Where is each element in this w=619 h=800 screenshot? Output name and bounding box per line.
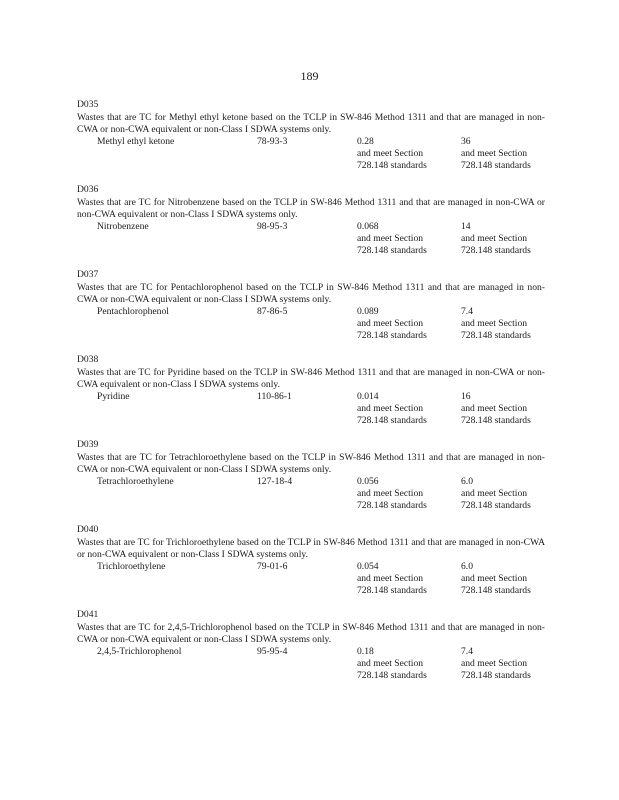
treatment-standard-row (77, 306, 547, 342)
wastewater-note-2: 728.148 standards (357, 585, 427, 596)
waste-description: Wastes that are TC for 2,4,5-Trichlorophenol based on the TCLP in SW-846 Method 1311 and that are managed in non-CWA or non-CWA equivalent or non-Class I SDWA systems only. (77, 622, 545, 645)
nonwastewater-note-2: 728.148 standards (461, 415, 531, 426)
wastewater-value: 0.056 (357, 476, 379, 487)
nonwastewater-note-1: and meet Section (461, 148, 528, 159)
treatment-standard-row (77, 391, 547, 427)
nonwastewater-standard (461, 306, 531, 342)
wastewater-standard (357, 646, 427, 682)
waste-code: D036 (77, 184, 99, 195)
nonwastewater-note-2: 728.148 standards (461, 160, 531, 171)
nonwastewater-value: 36 (461, 136, 471, 147)
nonwastewater-value: 7.4 (461, 646, 473, 657)
waste-code: D040 (77, 524, 99, 535)
waste-entry-d039 (77, 439, 547, 512)
nonwastewater-standard (461, 646, 531, 682)
nonwastewater-note-1: and meet Section (461, 403, 528, 414)
treatment-standard-row (77, 561, 547, 597)
waste-code: D038 (77, 354, 99, 365)
cas-number: 95-95-4 (257, 646, 288, 657)
wastewater-note-1: and meet Section (357, 403, 424, 414)
wastewater-standard (357, 476, 427, 512)
waste-description: Wastes that are TC for Tetrachloroethylene based on the TCLP in SW-846 Method 1311 and that are managed in non-CWA or non-CWA equivalent or non-Class I SDWA systems only. (77, 452, 545, 475)
wastewater-value: 0.014 (357, 391, 379, 402)
wastewater-note-1: and meet Section (357, 233, 424, 244)
wastewater-value: 0.089 (357, 306, 379, 317)
waste-entry-d041 (77, 609, 547, 682)
waste-entry-d036 (77, 184, 547, 257)
wastewater-note-2: 728.148 standards (357, 500, 427, 511)
constituent-name: Tetrachloroethylene (97, 476, 174, 487)
nonwastewater-note-2: 728.148 standards (461, 245, 531, 256)
wastewater-note-2: 728.148 standards (357, 415, 427, 426)
nonwastewater-standard (461, 136, 531, 172)
waste-entry-d037 (77, 269, 547, 342)
waste-description: Wastes that are TC for Pentachlorophenol based on the TCLP in SW-846 Method 1311 and that are managed in non-CWA or non-CWA equivalent or non-Class I SDWA systems only. (77, 282, 545, 305)
nonwastewater-value: 6.0 (461, 561, 473, 572)
wastewater-note-2: 728.148 standards (357, 245, 427, 256)
treatment-standard-row (77, 476, 547, 512)
constituent-name: Trichloroethylene (97, 561, 166, 572)
constituent-name: Pentachlorophenol (97, 306, 169, 317)
wastewater-value: 0.054 (357, 561, 379, 572)
wastewater-value: 0.068 (357, 221, 379, 232)
cas-number: 110-86-1 (257, 391, 292, 402)
waste-entry-d035 (77, 99, 547, 172)
nonwastewater-standard (461, 391, 531, 427)
nonwastewater-note-2: 728.148 standards (461, 670, 531, 681)
wastewater-note-1: and meet Section (357, 318, 424, 329)
waste-code: D037 (77, 269, 99, 280)
waste-code: D039 (77, 439, 99, 450)
wastewater-standard (357, 561, 427, 597)
nonwastewater-note-1: and meet Section (461, 658, 528, 669)
nonwastewater-note-2: 728.148 standards (461, 330, 531, 341)
treatment-standard-row (77, 136, 547, 172)
treatment-standard-row (77, 221, 547, 257)
wastewater-note-2: 728.148 standards (357, 330, 427, 341)
nonwastewater-value: 7.4 (461, 306, 473, 317)
wastewater-standard (357, 136, 427, 172)
wastewater-standard (357, 391, 427, 427)
wastewater-value: 0.28 (357, 136, 374, 147)
cas-number: 87-86-5 (257, 306, 288, 317)
waste-entry-d040 (77, 524, 547, 597)
waste-entry-d038 (77, 354, 547, 427)
wastewater-note-2: 728.148 standards (357, 670, 427, 681)
page-number: 189 (300, 69, 319, 83)
waste-description: Wastes that are TC for Pyridine based on the TCLP in SW-846 Method 1311 and that are managed in non-CWA or non-CWA equivalent or non-Class I SDWA systems only. (77, 367, 545, 390)
nonwastewater-value: 14 (461, 221, 471, 232)
nonwastewater-note-2: 728.148 standards (461, 500, 531, 511)
wastewater-note-1: and meet Section (357, 573, 424, 584)
constituent-name: Pyridine (97, 391, 130, 402)
nonwastewater-note-1: and meet Section (461, 573, 528, 584)
cas-number: 79-01-6 (257, 561, 288, 572)
nonwastewater-standard (461, 561, 531, 597)
waste-description: Wastes that are TC for Methyl ethyl ketone based on the TCLP in SW-846 Method 1311 and that are managed in non-CWA or non-CWA equivalent or non-Class I SDWA systems only. (77, 112, 545, 135)
wastewater-note-2: 728.148 standards (357, 160, 427, 171)
waste-code: D035 (77, 99, 99, 110)
treatment-standard-row (77, 646, 547, 682)
nonwastewater-standard (461, 476, 531, 512)
constituent-name: Methyl ethyl ketone (97, 136, 175, 147)
nonwastewater-note-2: 728.148 standards (461, 585, 531, 596)
nonwastewater-value: 16 (461, 391, 471, 402)
wastewater-standard (357, 306, 427, 342)
cas-number: 98-95-3 (257, 221, 288, 232)
nonwastewater-value: 6.0 (461, 476, 473, 487)
wastewater-note-1: and meet Section (357, 658, 424, 669)
nonwastewater-note-1: and meet Section (461, 488, 528, 499)
cas-number: 127-18-4 (257, 476, 293, 487)
wastewater-value: 0.18 (357, 646, 374, 657)
constituent-name: Nitrobenzene (97, 221, 149, 232)
constituent-name: 2,4,5-Trichlorophenol (97, 646, 182, 657)
waste-code: D041 (77, 609, 99, 620)
wastewater-standard (357, 221, 427, 257)
waste-description: Wastes that are TC for Nitrobenzene based on the TCLP in SW-846 Method 1311 and that are managed in non-CWA or non-CWA equivalent or non-Class I SDWA systems only. (77, 197, 545, 220)
wastewater-note-1: and meet Section (357, 148, 424, 159)
waste-description: Wastes that are TC for Trichloroethylene based on the TCLP in SW-846 Method 1311 and that are managed in non-CWA or non-CWA equivalent or non-Class I SDWA systems only. (77, 537, 545, 560)
nonwastewater-note-1: and meet Section (461, 233, 528, 244)
cas-number: 78-93-3 (257, 136, 288, 147)
wastewater-note-1: and meet Section (357, 488, 424, 499)
nonwastewater-standard (461, 221, 531, 257)
nonwastewater-note-1: and meet Section (461, 318, 528, 329)
